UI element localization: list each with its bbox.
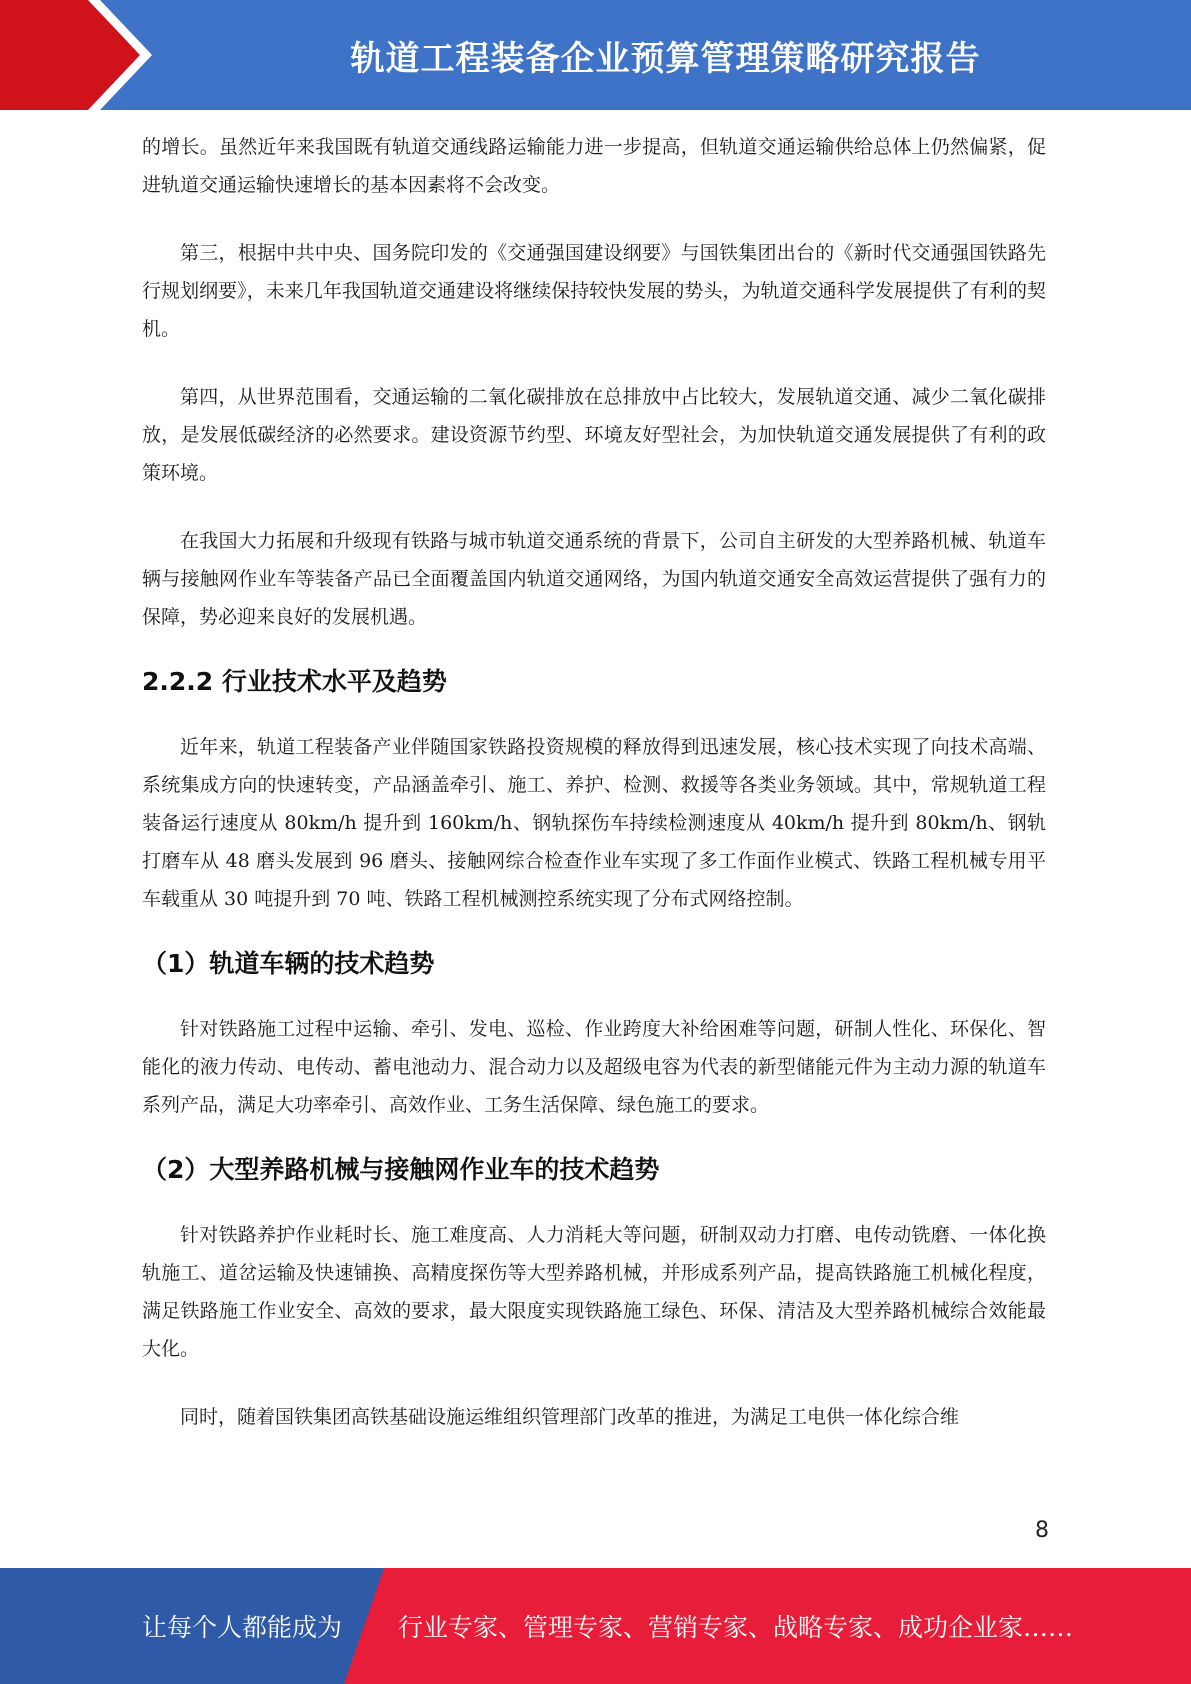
paragraph: 针对铁路施工过程中运输、牵引、发电、巡检、作业跨度大补给困难等问题，研制人性化、环保化、智能化的液力传动、电传动、蓄电池动力、混合动力以及超级电容为代表的新型储能元件为主动力源的轨道车系列产品，满足大功率牵引、高效作业、工务生活保障、绿色施工的要求。 [142, 1018, 1046, 1116]
page-header [0, 0, 1191, 110]
paragraph: 针对铁路养护作业耗时长、施工难度高、人力消耗大等问题，研制双动力打磨、电传动铣磨、一体化换轨施工、道岔运输及快速铺换、高精度探伤等大型养路机械，并形成系列产品，提高铁路施工机械化程度，满足铁路施工作业安全、高效的要求，最大限度实现铁路施工绿色、环保、清洁及大型养路机械综合效能最大化。 [142, 1224, 1046, 1360]
document-body [142, 128, 1046, 1436]
page-footer [0, 1568, 1191, 1684]
page-number: 8 [1035, 1518, 1049, 1543]
paragraph: 同时，随着国铁集团高铁基础设施运维组织管理部门改革的推进，为满足工电供一体化综合维 [180, 1406, 960, 1428]
subsection-heading: （1）轨道车辆的技术趋势 [142, 949, 435, 978]
paragraph: 近年来，轨道工程装备产业伴随国家铁路投资规模的释放得到迅速发展，核心技术实现了向技术高端、系统集成方向的快速转变，产品涵盖牵引、施工、养护、检测、救援等各类业务领域。其中，常规轨道工程装备运行速度从 80km/h 提升到 160km/h、钢轨探伤车持续检测速度从 40km/h 提升到 80km/h、钢轨打磨车从 48 磨头发展到 96 磨头、接触网综合检查作业车实现了多工作面作业模式、铁路工程机械专用平车载重从 30 吨提升到 70 吨、铁路工程机械测控系统实现了分布式网络控制。 [142, 736, 1046, 910]
subsection-heading: （2）大型养路机械与接触网作业车的技术趋势 [142, 1155, 660, 1184]
report-title: 轨道工程装备企业预算管理策略研究报告 [350, 38, 981, 79]
section-heading: 2.2.2 行业技术水平及趋势 [142, 667, 447, 696]
footer-slogan-left: 让每个人都能成为 [142, 1613, 343, 1642]
paragraph: 第三，根据中共中央、国务院印发的《交通强国建设纲要》与国铁集团出台的《新时代交通强国铁路先行规划纲要》，未来几年我国轨道交通建设将继续保持较快发展的势头，为轨道交通科学发展提供了有利的契机。 [142, 242, 1046, 340]
paragraph: 第四，从世界范围看，交通运输的二氧化碳排放在总排放中占比较大，发展轨道交通、减少二氧化碳排放，是发展低碳经济的必然要求。建设资源节约型、环境友好型社会，为加快轨道交通发展提供了有利的政策环境。 [142, 386, 1046, 484]
header-arrow-decoration [0, 0, 160, 110]
paragraph: 在我国大力拓展和升级现有铁路与城市轨道交通系统的背景下，公司自主研发的大型养路机械、轨道车辆与接触网作业车等装备产品已全面覆盖国内轨道交通网络，为国内轨道交通安全高效运营提供了强有力的保障，势必迎来良好的发展机遇。 [142, 530, 1046, 628]
footer-slogan-right: 行业专家、管理专家、营销专家、战略专家、成功企业家…… [398, 1613, 1074, 1642]
paragraph: 的增长。虽然近年来我国既有轨道交通线路运输能力进一步提高，但轨道交通运输供给总体上仍然偏紧，促进轨道交通运输快速增长的基本因素将不会改变。 [142, 136, 1046, 196]
